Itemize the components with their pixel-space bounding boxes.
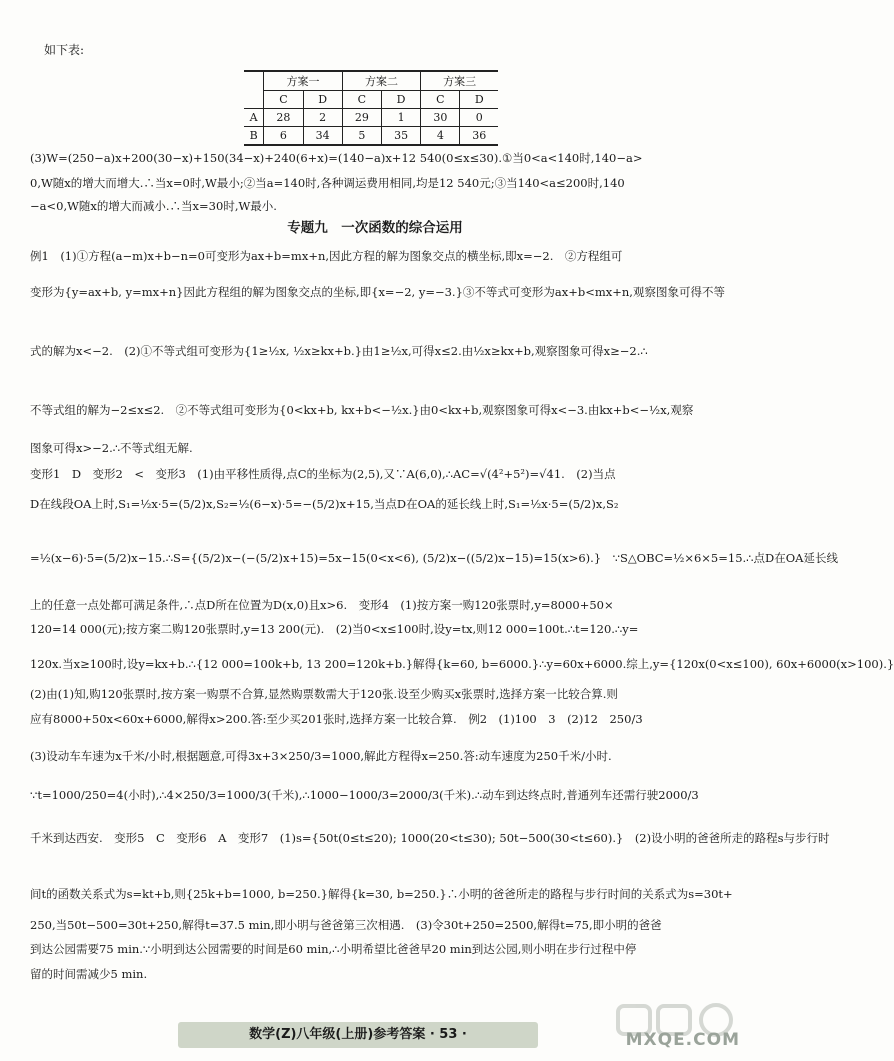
- answer-line: 变形1 D 变形2 < 变形3 (1)由平移性质得,点C的坐标为(2,5),又∵A(6,0),∴AC=√(4²+5²)=√41. (2)当点: [30, 467, 616, 481]
- part3-line: −a<0,W随x的增大而减小.∴当x=30时,W最小.: [30, 199, 277, 213]
- plan-header: 方案一: [264, 71, 342, 91]
- answer-line: =½(x−6)·5=(5/2)x−15.∴S={(5/2)x−(−(5/2)x+15)=5x−15(0<x<6), (5/2)x−((5/2)x−15)=15(x>6).} ∵S△OBC=½×6×5=15.∴点D在OA延长线: [30, 551, 838, 565]
- plan-header: 方案二: [342, 71, 420, 91]
- sub-header: C: [342, 91, 381, 109]
- answer-line: (3)设动车车速为x千米/小时,根据题意,可得3x+3×250/3=1000,解此方程得x=250.答:动车速度为250千米/小时.: [30, 749, 612, 763]
- table-cell: 1: [381, 109, 420, 127]
- answer-line: 应有8000+50x<60x+6000,解得x>200.答:至少买201张时,选择方案一比较合算. 例2 (1)100 3 (2)12 250/3: [30, 712, 643, 726]
- watermark-text: MXQE.COM: [625, 1030, 740, 1050]
- row-label: B: [244, 127, 264, 146]
- sub-header: C: [421, 91, 460, 109]
- table-cell: 2: [303, 109, 342, 127]
- table-row: [244, 127, 498, 146]
- section-title: 专题九 一次函数的综合运用: [287, 220, 463, 236]
- table-cell: 34: [303, 127, 342, 146]
- table-cell: 28: [264, 109, 303, 127]
- table-cell: 30: [421, 109, 460, 127]
- table-cell: 29: [342, 109, 381, 127]
- table-cell: 4: [421, 127, 460, 146]
- answer-line: 不等式组的解为−2≤x≤2. ②不等式组可变形为{0<kx+b, kx+b<−½x.}由0<kx+b,观察图象可得x<−3.由kx+b<−½x,观察: [30, 403, 694, 417]
- table-corner-cell: [244, 71, 264, 109]
- plan-header: 方案三: [421, 71, 498, 91]
- row-label: A: [244, 109, 264, 127]
- table-cell: 5: [342, 127, 381, 146]
- answer-line: 上的任意一点处都可满足条件,∴点D所在位置为D(x,0)且x>6. 变形4 (1)按方案一购120张票时,y=8000+50×: [30, 598, 614, 612]
- sub-header: D: [460, 91, 498, 109]
- answer-line: 千米到达西安. 变形5 C 变形6 A 变形7 (1)s={50t(0≤t≤20); 1000(20<t≤30); 50t−500(30<t≤60).} (2)设小明的爸爸所走的路程s与步行时: [30, 831, 830, 845]
- answer-line: 图象可得x>−2.∴不等式组无解.: [30, 441, 193, 455]
- plan-table: [244, 70, 498, 146]
- table-cell: 35: [381, 127, 420, 146]
- answer-line: 120x.当x≥100时,设y=kx+b.∴{12 000=100k+b, 13 200=120k+b.}解得{k=60, b=6000.}∴y=60x+6000.综上,y={120x(0<x≤100), 60x+6000(x>100).}: [30, 657, 894, 671]
- table-cell: 36: [460, 127, 498, 146]
- answer-line: 留的时间需减少5 min.: [30, 967, 148, 981]
- answer-line: 例1 (1)①方程(a−m)x+b−n=0可变形为ax+b=mx+n,因此方程的解为图象交点的横坐标,即x=−2. ②方程组可: [30, 249, 623, 263]
- answer-line: 120=14 000(元);按方案二购120张票时,y=13 200(元). (2)当0<x≤100时,设y=tx,则12 000=100t.∴t=120.∴y=: [30, 622, 639, 636]
- table-cell: 6: [264, 127, 303, 146]
- answer-line: 到达公园需要75 min.∵小明到达公园需要的时间是60 min,∴小明希望比爸爸早20 min到达公园,则小明在步行过程中停: [30, 942, 637, 956]
- intro-text: 如下表:: [44, 43, 85, 57]
- sub-header: C: [264, 91, 303, 109]
- part3-line: 0,W随x的增大而增大.∴当x=0时,W最小;②当a=140时,各种调运费用相同,均是12 540元;③当140<a≤200时,140: [30, 176, 625, 190]
- answer-line: ∵t=1000/250=4(小时),∴4×250/3=1000/3(千米),∴1000−1000/3=2000/3(千米).∴动车到达终点时,普通列车还需行驶2000/3: [30, 788, 699, 802]
- answer-line: 式的解为x<−2. (2)①不等式组可变形为{1≥½x, ½x≥kx+b.}由1≥½x,可得x≤2.由½x≥kx+b,观察图象可得x≥−2.∴: [30, 344, 648, 358]
- part3-line: (3)W=(250−a)x+200(30−x)+150(34−x)+240(6+x)=(140−a)x+12 540(0≤x≤30).①当0<a<140时,140−a>: [30, 151, 643, 165]
- answer-line: D在线段OA上时,S₁=½x·5=(5/2)x,S₂=½(6−x)·5=−(5/2)x+15,当点D在OA的延长线上时,S₁=½x·5=(5/2)x,S₂: [30, 497, 619, 511]
- table-cell: 0: [460, 109, 498, 127]
- answer-line: 变形为{y=ax+b, y=mx+n}因此方程组的解为图象交点的坐标,即{x=−2, y=−3.}③不等式可变形为ax+b<mx+n,观察图象可得不等: [30, 285, 725, 299]
- answer-line: 间t的函数关系式为s=kt+b,则{25k+b=1000, b=250.}解得{k=30, b=250.}∴小明的爸爸所走的路程与步行时间的关系式为s=30t+: [30, 887, 733, 901]
- sub-header: D: [303, 91, 342, 109]
- page-footer: [178, 1022, 538, 1048]
- answer-line: (2)由(1)知,购120张票时,按方案一购票不合算,显然购票数需大于120张.设至少购买x张票时,选择方案一比较合算.则: [30, 687, 618, 701]
- sub-header: D: [381, 91, 420, 109]
- footer-text: 数学(Z)八年级(上册)参考答案 · 53 ·: [249, 1027, 467, 1042]
- answer-line: 250,当50t−500=30t+250,解得t=37.5 min,即小明与爸爸第三次相遇. (3)令30t+250=2500,解得t=75,即小明的爸爸: [30, 918, 662, 932]
- table-row: [244, 109, 498, 127]
